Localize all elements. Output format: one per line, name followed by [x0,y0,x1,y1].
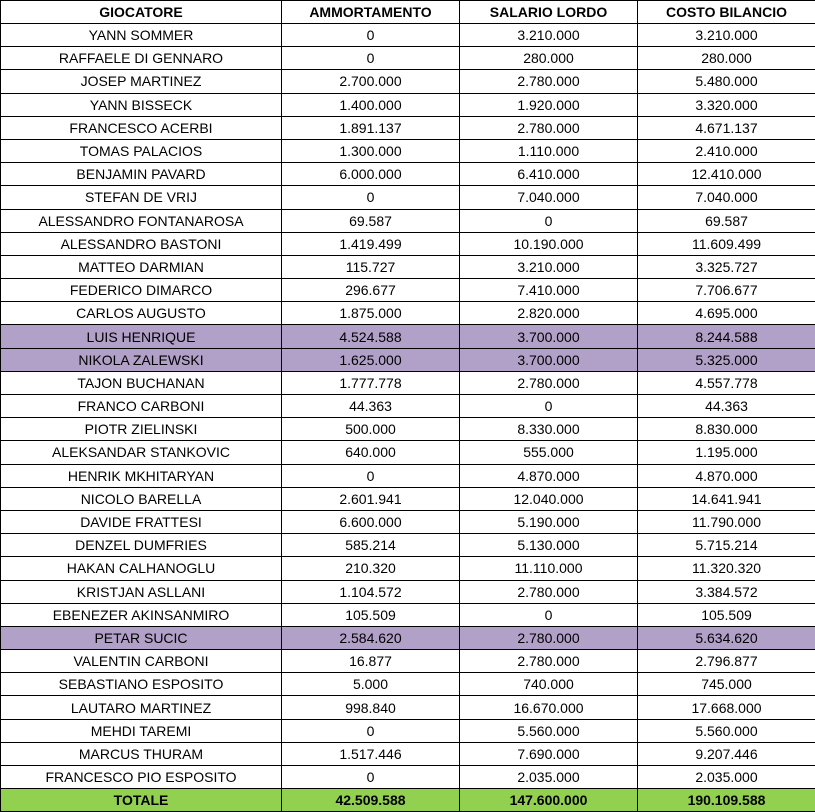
table-body [1,24,815,789]
cell-costo-bilancio: 11.320.320 [638,557,815,580]
cell-salario-lordo: 16.670.000 [460,696,638,719]
table-row [1,371,815,394]
table-row [1,47,815,70]
cell-salario-lordo: 2.780.000 [460,70,638,93]
cell-costo-bilancio: 8.244.588 [638,325,815,348]
cell-ammortamento: 6.000.000 [282,163,460,186]
table-row [1,418,815,441]
table-row [1,279,815,302]
cell-salario-lordo: 2.820.000 [460,302,638,325]
cell-costo-bilancio: 12.410.000 [638,163,815,186]
table-row [1,696,815,719]
cell-ammortamento: 0 [282,24,460,47]
table-row [1,348,815,371]
table-row [1,325,815,348]
cell-giocatore: CARLOS AUGUSTO [1,302,282,325]
cell-giocatore: KRISTJAN ASLLANI [1,580,282,603]
cell-salario-lordo: 740.000 [460,673,638,696]
cell-giocatore: PIOTR ZIELINSKI [1,418,282,441]
cell-giocatore: ALESSANDRO BASTONI [1,232,282,255]
cell-giocatore: ALESSANDRO FONTANAROSA [1,209,282,232]
cell-costo-bilancio: 2.035.000 [638,766,815,789]
cell-ammortamento: 0 [282,464,460,487]
cell-costo-bilancio: 5.634.620 [638,626,815,649]
cell-salario-lordo: 0 [460,209,638,232]
cell-giocatore: LUIS HENRIQUE [1,325,282,348]
cell-giocatore: JOSEP MARTINEZ [1,70,282,93]
cell-giocatore: PETAR SUCIC [1,626,282,649]
cell-costo-bilancio: 7.706.677 [638,279,815,302]
cell-costo-bilancio: 3.325.727 [638,255,815,278]
table-row [1,255,815,278]
cell-giocatore: FEDERICO DIMARCO [1,279,282,302]
table-row [1,557,815,580]
cell-costo-bilancio: 280.000 [638,47,815,70]
cell-salario-lordo: 4.870.000 [460,464,638,487]
total-row [1,789,815,812]
cell-salario-lordo: 6.410.000 [460,163,638,186]
table-row [1,673,815,696]
cell-salario-lordo: 3.210.000 [460,255,638,278]
cell-salario-lordo: 5.130.000 [460,534,638,557]
cell-ammortamento: 1.517.446 [282,742,460,765]
cell-salario-lordo: 2.780.000 [460,626,638,649]
cell-ammortamento: 0 [282,766,460,789]
cell-ammortamento: 1.400.000 [282,93,460,116]
cell-costo-bilancio: 4.557.778 [638,371,815,394]
cell-costo-bilancio: 44.363 [638,395,815,418]
cell-costo-bilancio: 3.320.000 [638,93,815,116]
cell-salario-lordo: 1.920.000 [460,93,638,116]
cell-salario-lordo: 5.560.000 [460,719,638,742]
cell-ammortamento: 0 [282,719,460,742]
table-row [1,603,815,626]
table-row [1,395,815,418]
cell-giocatore: NICOLO BARELLA [1,487,282,510]
cell-giocatore: BENJAMIN PAVARD [1,163,282,186]
table-row [1,464,815,487]
cell-ammortamento: 1.419.499 [282,232,460,255]
cell-ammortamento: 5.000 [282,673,460,696]
table-row [1,626,815,649]
cell-ammortamento: 4.524.588 [282,325,460,348]
table-row [1,441,815,464]
table-row [1,742,815,765]
table-row [1,534,815,557]
cell-giocatore: TAJON BUCHANAN [1,371,282,394]
cell-giocatore: YANN BISSECK [1,93,282,116]
cell-costo-bilancio: 105.509 [638,603,815,626]
cell-costo-bilancio: 5.480.000 [638,70,815,93]
cell-salario-lordo: 555.000 [460,441,638,464]
cell-ammortamento: 105.509 [282,603,460,626]
cell-costo-bilancio: 5.715.214 [638,534,815,557]
cell-ammortamento: 1.875.000 [282,302,460,325]
header-costo-bilancio: COSTO BILANCIO [638,1,815,24]
table-row [1,302,815,325]
cell-giocatore: EBENEZER AKINSANMIRO [1,603,282,626]
cell-salario-lordo: 7.040.000 [460,186,638,209]
cell-salario-lordo: 280.000 [460,47,638,70]
cell-ammortamento: 1.777.778 [282,371,460,394]
cell-costo-bilancio: 4.870.000 [638,464,815,487]
cell-ammortamento: 16.877 [282,650,460,673]
cell-salario-lordo: 12.040.000 [460,487,638,510]
table-row [1,116,815,139]
cell-salario-lordo: 11.110.000 [460,557,638,580]
cell-costo-bilancio: 69.587 [638,209,815,232]
cell-giocatore: YANN SOMMER [1,24,282,47]
cell-giocatore: HENRIK MKHITARYAN [1,464,282,487]
cell-ammortamento: 210.320 [282,557,460,580]
cell-ammortamento: 296.677 [282,279,460,302]
cell-costo-bilancio: 745.000 [638,673,815,696]
cell-salario-lordo: 2.780.000 [460,371,638,394]
header-ammortamento: AMMORTAMENTO [282,1,460,24]
cell-costo-bilancio: 7.040.000 [638,186,815,209]
cell-costo-bilancio: 8.830.000 [638,418,815,441]
table-row [1,580,815,603]
table-row [1,487,815,510]
cell-salario-lordo: 8.330.000 [460,418,638,441]
cell-salario-lordo: 10.190.000 [460,232,638,255]
cell-salario-lordo: 0 [460,395,638,418]
table-row [1,186,815,209]
cell-costo-bilancio: 2.796.877 [638,650,815,673]
cell-costo-bilancio: 17.668.000 [638,696,815,719]
cell-giocatore: DAVIDE FRATTESI [1,510,282,533]
cell-ammortamento: 6.600.000 [282,510,460,533]
table-row [1,719,815,742]
table-row [1,650,815,673]
total-salario: 147.600.000 [460,789,638,812]
cell-ammortamento: 1.625.000 [282,348,460,371]
cell-giocatore: RAFFAELE DI GENNARO [1,47,282,70]
table-row [1,232,815,255]
cell-costo-bilancio: 4.671.137 [638,116,815,139]
cell-giocatore: FRANCESCO PIO ESPOSITO [1,766,282,789]
cell-ammortamento: 2.601.941 [282,487,460,510]
cell-giocatore: MARCUS THURAM [1,742,282,765]
table-row [1,163,815,186]
cell-salario-lordo: 2.780.000 [460,580,638,603]
cell-giocatore: FRANCO CARBONI [1,395,282,418]
table-row [1,24,815,47]
cell-giocatore: TOMAS PALACIOS [1,139,282,162]
cell-giocatore: VALENTIN CARBONI [1,650,282,673]
cell-giocatore: LAUTARO MARTINEZ [1,696,282,719]
cell-salario-lordo: 2.780.000 [460,116,638,139]
table-row [1,510,815,533]
cell-costo-bilancio: 1.195.000 [638,441,815,464]
cell-ammortamento: 585.214 [282,534,460,557]
cell-ammortamento: 998.840 [282,696,460,719]
table-row [1,766,815,789]
cell-giocatore: NIKOLA ZALEWSKI [1,348,282,371]
cell-costo-bilancio: 11.790.000 [638,510,815,533]
cell-costo-bilancio: 2.410.000 [638,139,815,162]
cell-costo-bilancio: 3.384.572 [638,580,815,603]
cell-salario-lordo: 1.110.000 [460,139,638,162]
cell-giocatore: SEBASTIANO ESPOSITO [1,673,282,696]
total-costo: 190.109.588 [638,789,815,812]
cell-giocatore: DENZEL DUMFRIES [1,534,282,557]
cell-salario-lordo: 3.210.000 [460,24,638,47]
cell-salario-lordo: 7.410.000 [460,279,638,302]
cell-ammortamento: 1.300.000 [282,139,460,162]
total-ammortamento: 42.509.588 [282,789,460,812]
header-row [1,1,815,24]
table-row [1,93,815,116]
cell-giocatore: ALEKSANDAR STANKOVIC [1,441,282,464]
header-giocatore: GIOCATORE [1,1,282,24]
cell-giocatore: FRANCESCO ACERBI [1,116,282,139]
cell-costo-bilancio: 9.207.446 [638,742,815,765]
cell-ammortamento: 2.584.620 [282,626,460,649]
cell-ammortamento: 500.000 [282,418,460,441]
cell-salario-lordo: 3.700.000 [460,325,638,348]
cell-costo-bilancio: 4.695.000 [638,302,815,325]
table-row [1,139,815,162]
header-salario-lordo: SALARIO LORDO [460,1,638,24]
cell-salario-lordo: 2.780.000 [460,650,638,673]
cell-giocatore: HAKAN CALHANOGLU [1,557,282,580]
table-row [1,209,815,232]
cell-ammortamento: 2.700.000 [282,70,460,93]
cell-ammortamento: 1.891.137 [282,116,460,139]
cell-salario-lordo: 5.190.000 [460,510,638,533]
cell-ammortamento: 69.587 [282,209,460,232]
total-label: TOTALE [1,789,282,812]
cell-ammortamento: 0 [282,186,460,209]
cell-giocatore: MEHDI TAREMI [1,719,282,742]
cell-costo-bilancio: 5.560.000 [638,719,815,742]
cell-salario-lordo: 2.035.000 [460,766,638,789]
cell-giocatore: MATTEO DARMIAN [1,255,282,278]
cell-costo-bilancio: 14.641.941 [638,487,815,510]
cell-salario-lordo: 7.690.000 [460,742,638,765]
cell-ammortamento: 640.000 [282,441,460,464]
cell-costo-bilancio: 5.325.000 [638,348,815,371]
cell-ammortamento: 44.363 [282,395,460,418]
cell-ammortamento: 1.104.572 [282,580,460,603]
cell-costo-bilancio: 3.210.000 [638,24,815,47]
cell-ammortamento: 115.727 [282,255,460,278]
cell-salario-lordo: 3.700.000 [460,348,638,371]
cell-ammortamento: 0 [282,47,460,70]
cell-costo-bilancio: 11.609.499 [638,232,815,255]
cell-salario-lordo: 0 [460,603,638,626]
table-row [1,70,815,93]
cell-giocatore: STEFAN DE VRIJ [1,186,282,209]
